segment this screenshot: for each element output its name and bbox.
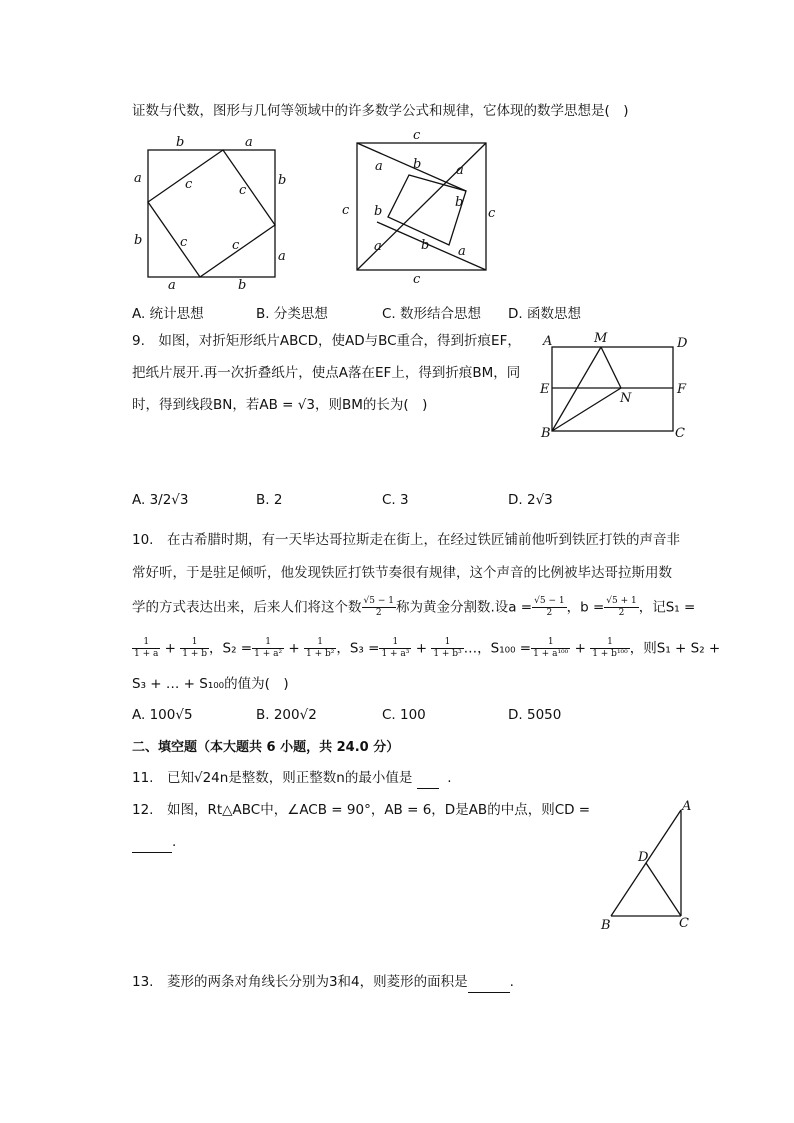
- fig1-left-a: a: [134, 171, 142, 186]
- fig2-b1: b: [413, 157, 422, 172]
- q10-line5: S₃ + … + S₁₀₀的值为( ): [132, 676, 289, 692]
- q8-option-a[interactable]: A. 统计思想: [132, 306, 204, 322]
- q10-line4: $\frac{1}{1 + a}$ + $\frac{1}{1 + b}$ ，S₂ = $\frac{1}{\text{1 + a²}}$ + $\frac{1}{\text{1 + b²}}$ ，S₃ = $\frac{1}{\text{1 + a³}}$ + $\frac{1}{\text{1 + b³}}$ …，S₁₀₀ = $\frac{1}{\text{1 + a¹⁰⁰}}$ + $\frac{1}{\text{1 + b¹⁰⁰}}$ ，则S₁ + S₂ +: [134, 637, 721, 659]
- q9-label-F: F: [677, 382, 687, 397]
- fig2-a3: a: [374, 239, 382, 254]
- fig1-c1: c: [185, 177, 193, 192]
- q9-option-b[interactable]: B. 2: [256, 492, 283, 508]
- frac-1a100: $\frac{1}{\text{1 + a¹⁰⁰}}$: [533, 637, 569, 659]
- q9-figure-rectangle-fold: [535, 330, 695, 445]
- fig2-top-c: c: [413, 128, 421, 143]
- q13-text: 13. 菱形的两条对角线长分别为3和4，则菱形的面积是 .: [132, 972, 514, 993]
- q12-label-A: A: [682, 799, 692, 814]
- q11-answer-blank[interactable]: [417, 768, 439, 789]
- q9-label-A: A: [543, 334, 553, 349]
- q9-label-M: M: [594, 331, 608, 346]
- q12-line2: .: [132, 832, 176, 853]
- q12-label-D: D: [638, 850, 649, 865]
- q10-option-b[interactable]: B. 200√2: [256, 707, 317, 723]
- q9-label-N: N: [620, 391, 632, 406]
- fig2-bottom-c: c: [413, 272, 421, 287]
- q9-option-d[interactable]: D. 2√3: [508, 492, 553, 508]
- frac-1a: $\frac{1}{1 + a}$: [134, 637, 159, 659]
- fig2-b4: b: [421, 238, 430, 253]
- frac-1a3: $\frac{1}{\text{1 + a³}}$: [381, 637, 410, 659]
- q9-line3: 时，得到线段BN，若AB = √3，则BM的长为( ): [132, 397, 428, 413]
- fig2-a4: a: [458, 244, 466, 259]
- fig2-a2: a: [456, 163, 464, 178]
- frac-1b3: $\frac{1}{\text{1 + b³}}$: [433, 637, 462, 659]
- frac-b-value: $\frac{√5 + 1}{2}$: [606, 596, 637, 618]
- fig1-bottom-b: b: [238, 278, 247, 293]
- frac-1a2: $\frac{1}{\text{1 + a²}}$: [254, 637, 283, 659]
- fig1-top-b: b: [176, 135, 185, 150]
- q10-option-a[interactable]: A. 100√5: [132, 707, 193, 723]
- q12-answer-blank[interactable]: [132, 832, 172, 853]
- frac-1b2: $\frac{1}{\text{1 + b²}}$: [305, 637, 335, 659]
- fig2-a1: a: [375, 159, 383, 174]
- q12-figure-right-triangle: [596, 796, 700, 936]
- q10-line1: 10. 在古希腊时期，有一天毕达哥拉斯走在街上，在经过铁匠铺前他听到铁匠打铁的声音非: [132, 532, 680, 548]
- fig2-b2: b: [455, 195, 464, 210]
- q11-text: 11. 已知√24n是整数，则正整数n的最小值是 .: [132, 768, 452, 789]
- q9-line2: 把纸片展开.再一次折叠纸片，使点A落在EF上，得到折痕BM，同: [132, 365, 521, 381]
- q9-line1: 9. 如图，对折矩形纸片ABCD，使AD与BC重合，得到折痕EF，: [132, 333, 521, 349]
- frac-1b100: $\frac{1}{\text{1 + b¹⁰⁰}}$: [592, 637, 628, 659]
- q9-option-c[interactable]: C. 3: [382, 492, 409, 508]
- fig1-right-a: a: [278, 249, 286, 264]
- q10-line3: 学的方式表达出来，后来人们将这个数 $\frac{√5 - 1}{2}$ 称为黄金分割数.设a = $\frac{√5 - 1}{2}$ ，b = $\frac{√5 + 1}{2}$ ，记S₁ =: [132, 596, 696, 618]
- q9-label-B: B: [541, 426, 551, 441]
- q12-label-B: B: [601, 918, 611, 933]
- fig2-right-c: c: [488, 206, 496, 221]
- q12-label-C: C: [679, 916, 689, 931]
- frac-1b: $\frac{1}{1 + b}$: [182, 637, 208, 659]
- section-title-fill-blank: 二、填空题（本大题共 6 小题，共 24.0 分）: [132, 740, 400, 755]
- fig2-b3: b: [374, 204, 383, 219]
- q8-option-d[interactable]: D. 函数思想: [508, 306, 581, 322]
- fig1-c2: c: [239, 183, 247, 198]
- fig1-c3: c: [180, 235, 188, 250]
- q13-answer-blank[interactable]: [468, 972, 510, 993]
- fig1-top-a: a: [245, 135, 253, 150]
- q10-option-c[interactable]: C. 100: [382, 707, 426, 723]
- q10-line2: 常好听，于是驻足倾听，他发现铁匠打铁节奏很有规律，这个声音的比例被毕达哥拉斯用数: [132, 565, 672, 581]
- q8-figure-square-inner: [336, 126, 506, 291]
- q10-option-d[interactable]: D. 5050: [508, 707, 562, 723]
- q9-label-D: D: [677, 336, 688, 351]
- q9-label-E: E: [540, 382, 550, 397]
- frac-golden-minus: $\frac{√5 - 1}{2}$: [363, 596, 394, 618]
- q9-label-C: C: [675, 426, 685, 441]
- fig1-right-b: b: [278, 173, 287, 188]
- frac-a-value: $\frac{√5 - 1}{2}$: [534, 596, 565, 618]
- q12-line1: 12. 如图，Rt△ABC中，∠ACB = 90°，AB = 6，D是AB的中点，则CD =: [132, 802, 591, 818]
- fig1-c4: c: [232, 238, 240, 253]
- q9-option-a[interactable]: A. 3/2√3: [132, 492, 189, 508]
- q8-figure-square-abc: [128, 130, 298, 295]
- q8-option-c[interactable]: C. 数形结合思想: [382, 306, 482, 322]
- fig1-bottom-a: a: [168, 278, 176, 293]
- fig2-left-c: c: [342, 203, 350, 218]
- q8-option-b[interactable]: B. 分类思想: [256, 306, 328, 322]
- fig1-left-b: b: [134, 233, 143, 248]
- q8-stem-tail: 证数与代数，图形与几何等领域中的许多数学公式和规律，它体现的数学思想是( ): [132, 103, 629, 119]
